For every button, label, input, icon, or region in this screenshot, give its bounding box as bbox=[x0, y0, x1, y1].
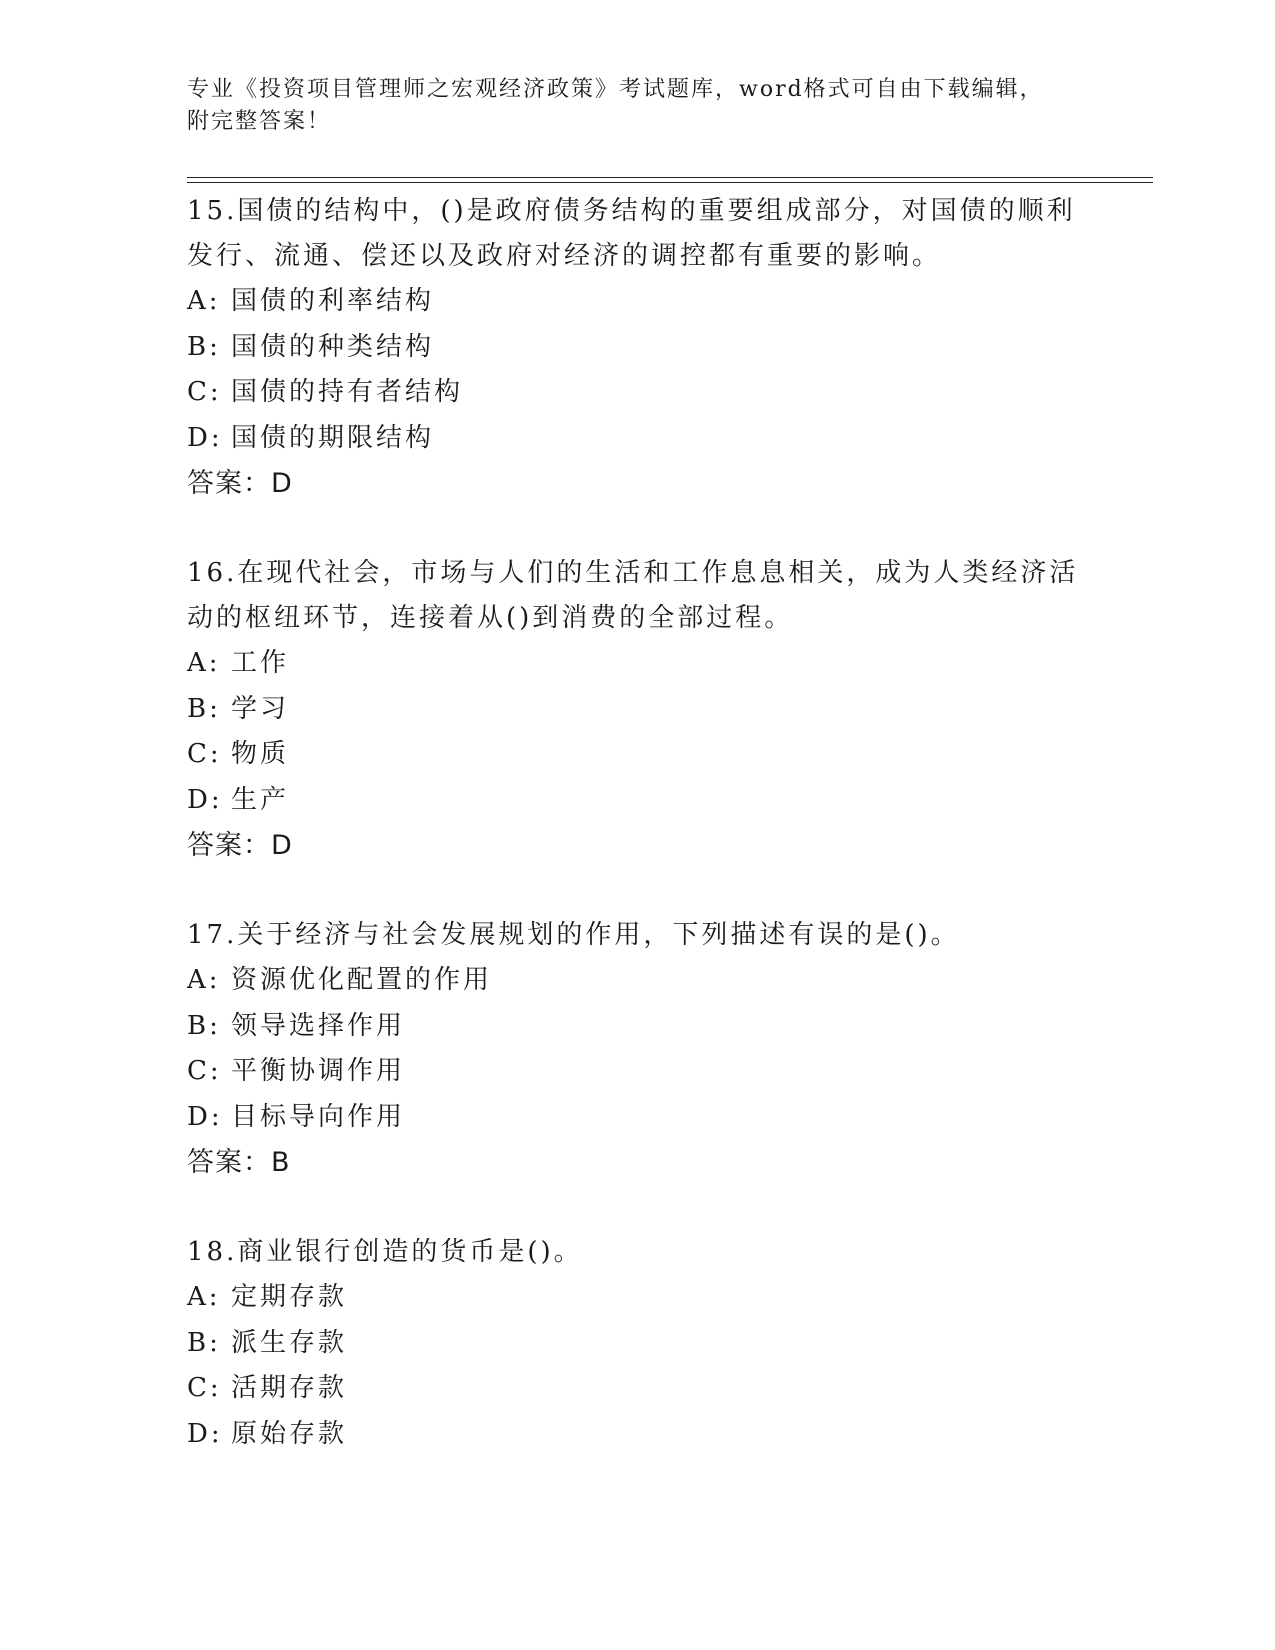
question-list bbox=[187, 189, 1087, 1457]
option-key: D: bbox=[187, 1418, 223, 1449]
question-text-line-1: 15.国债的结构中，()是政府债务结构的重要组成部分，对国债的顺利 bbox=[187, 196, 1076, 226]
option-a bbox=[187, 641, 1087, 687]
option-text: 原始存款 bbox=[231, 1418, 348, 1449]
answer-line: 答案：D bbox=[187, 830, 293, 861]
option-key: B: bbox=[187, 693, 221, 724]
option-text: 国债的持有者结构 bbox=[231, 377, 464, 407]
option-key: C: bbox=[187, 739, 222, 769]
question-text-line-1: 18.商业银行创造的货币是()。 bbox=[187, 1237, 583, 1267]
question-text-line-1: 17.关于经济与社会发展规划的作用，下列描述有误的是()。 bbox=[187, 920, 960, 950]
option-text: 领导选择作用 bbox=[231, 1010, 406, 1041]
option-text: 定期存款 bbox=[231, 1282, 348, 1312]
option-key: B: bbox=[187, 1327, 221, 1358]
option-text: 国债的种类结构 bbox=[231, 331, 435, 362]
question-text bbox=[187, 913, 1087, 958]
option-key: D: bbox=[187, 784, 223, 815]
option-key: B: bbox=[187, 1010, 221, 1041]
option-d bbox=[187, 778, 1087, 824]
question-18 bbox=[187, 1230, 1087, 1457]
option-text: 生产 bbox=[231, 784, 290, 815]
spacer bbox=[187, 1185, 1087, 1230]
option-key: C: bbox=[187, 1056, 222, 1086]
question-text-line-1: 16.在现代社会，市场与人们的生活和工作息息相关，成为人类经济活 bbox=[187, 558, 1079, 588]
answer-line: 答案：D bbox=[187, 468, 293, 499]
answer-line: 答案：B bbox=[187, 1147, 291, 1178]
option-text: 国债的期限结构 bbox=[231, 422, 435, 453]
option-key: D: bbox=[187, 422, 223, 453]
header-line-2: 附完整答案！ bbox=[187, 109, 332, 134]
option-text: 活期存款 bbox=[231, 1373, 348, 1403]
question-text bbox=[187, 189, 1087, 279]
option-b bbox=[187, 687, 1087, 733]
option-a bbox=[187, 279, 1087, 325]
question-17 bbox=[187, 913, 1087, 1185]
document-header bbox=[187, 74, 1087, 138]
question-text-line-2: 动的枢纽环节，连接着从()到消费的全部过程。 bbox=[187, 603, 794, 633]
option-d bbox=[187, 416, 1087, 462]
question-text-line-2: 发行、流通、偿还以及政府对经济的调控都有重要的影响。 bbox=[187, 241, 942, 271]
option-text: 资源优化配置的作用 bbox=[231, 965, 493, 995]
question-text bbox=[187, 1230, 1087, 1275]
option-key: A: bbox=[187, 648, 221, 678]
question-text bbox=[187, 551, 1087, 641]
option-d bbox=[187, 1095, 1087, 1141]
option-text: 目标导向作用 bbox=[231, 1101, 406, 1132]
option-text: 物质 bbox=[231, 739, 290, 769]
header-line-1: 专业《投资项目管理师之宏观经济政策》考试题库，word格式可自由下载编辑， bbox=[187, 77, 1044, 102]
option-key: D: bbox=[187, 1101, 223, 1132]
spacer bbox=[187, 506, 1087, 551]
option-d bbox=[187, 1412, 1087, 1458]
option-key: A: bbox=[187, 965, 221, 995]
option-c bbox=[187, 370, 1087, 416]
option-key: C: bbox=[187, 377, 222, 407]
question-16 bbox=[187, 551, 1087, 868]
option-text: 学习 bbox=[231, 693, 290, 724]
question-15 bbox=[187, 189, 1087, 506]
option-text: 平衡协调作用 bbox=[231, 1056, 406, 1086]
option-text: 派生存款 bbox=[231, 1327, 348, 1358]
option-b bbox=[187, 1004, 1087, 1050]
option-a bbox=[187, 958, 1087, 1004]
option-b bbox=[187, 1321, 1087, 1367]
option-text: 工作 bbox=[231, 648, 290, 678]
option-c bbox=[187, 1366, 1087, 1412]
option-b bbox=[187, 325, 1087, 371]
option-c bbox=[187, 1049, 1087, 1095]
spacer bbox=[187, 868, 1087, 913]
header-divider-bottom bbox=[187, 182, 1153, 183]
option-key: A: bbox=[187, 1282, 221, 1312]
option-text: 国债的利率结构 bbox=[231, 286, 435, 316]
option-key: A: bbox=[187, 286, 221, 316]
option-c bbox=[187, 732, 1087, 778]
option-a bbox=[187, 1275, 1087, 1321]
header-divider-top bbox=[187, 177, 1153, 178]
option-key: C: bbox=[187, 1373, 222, 1403]
option-key: B: bbox=[187, 331, 221, 362]
